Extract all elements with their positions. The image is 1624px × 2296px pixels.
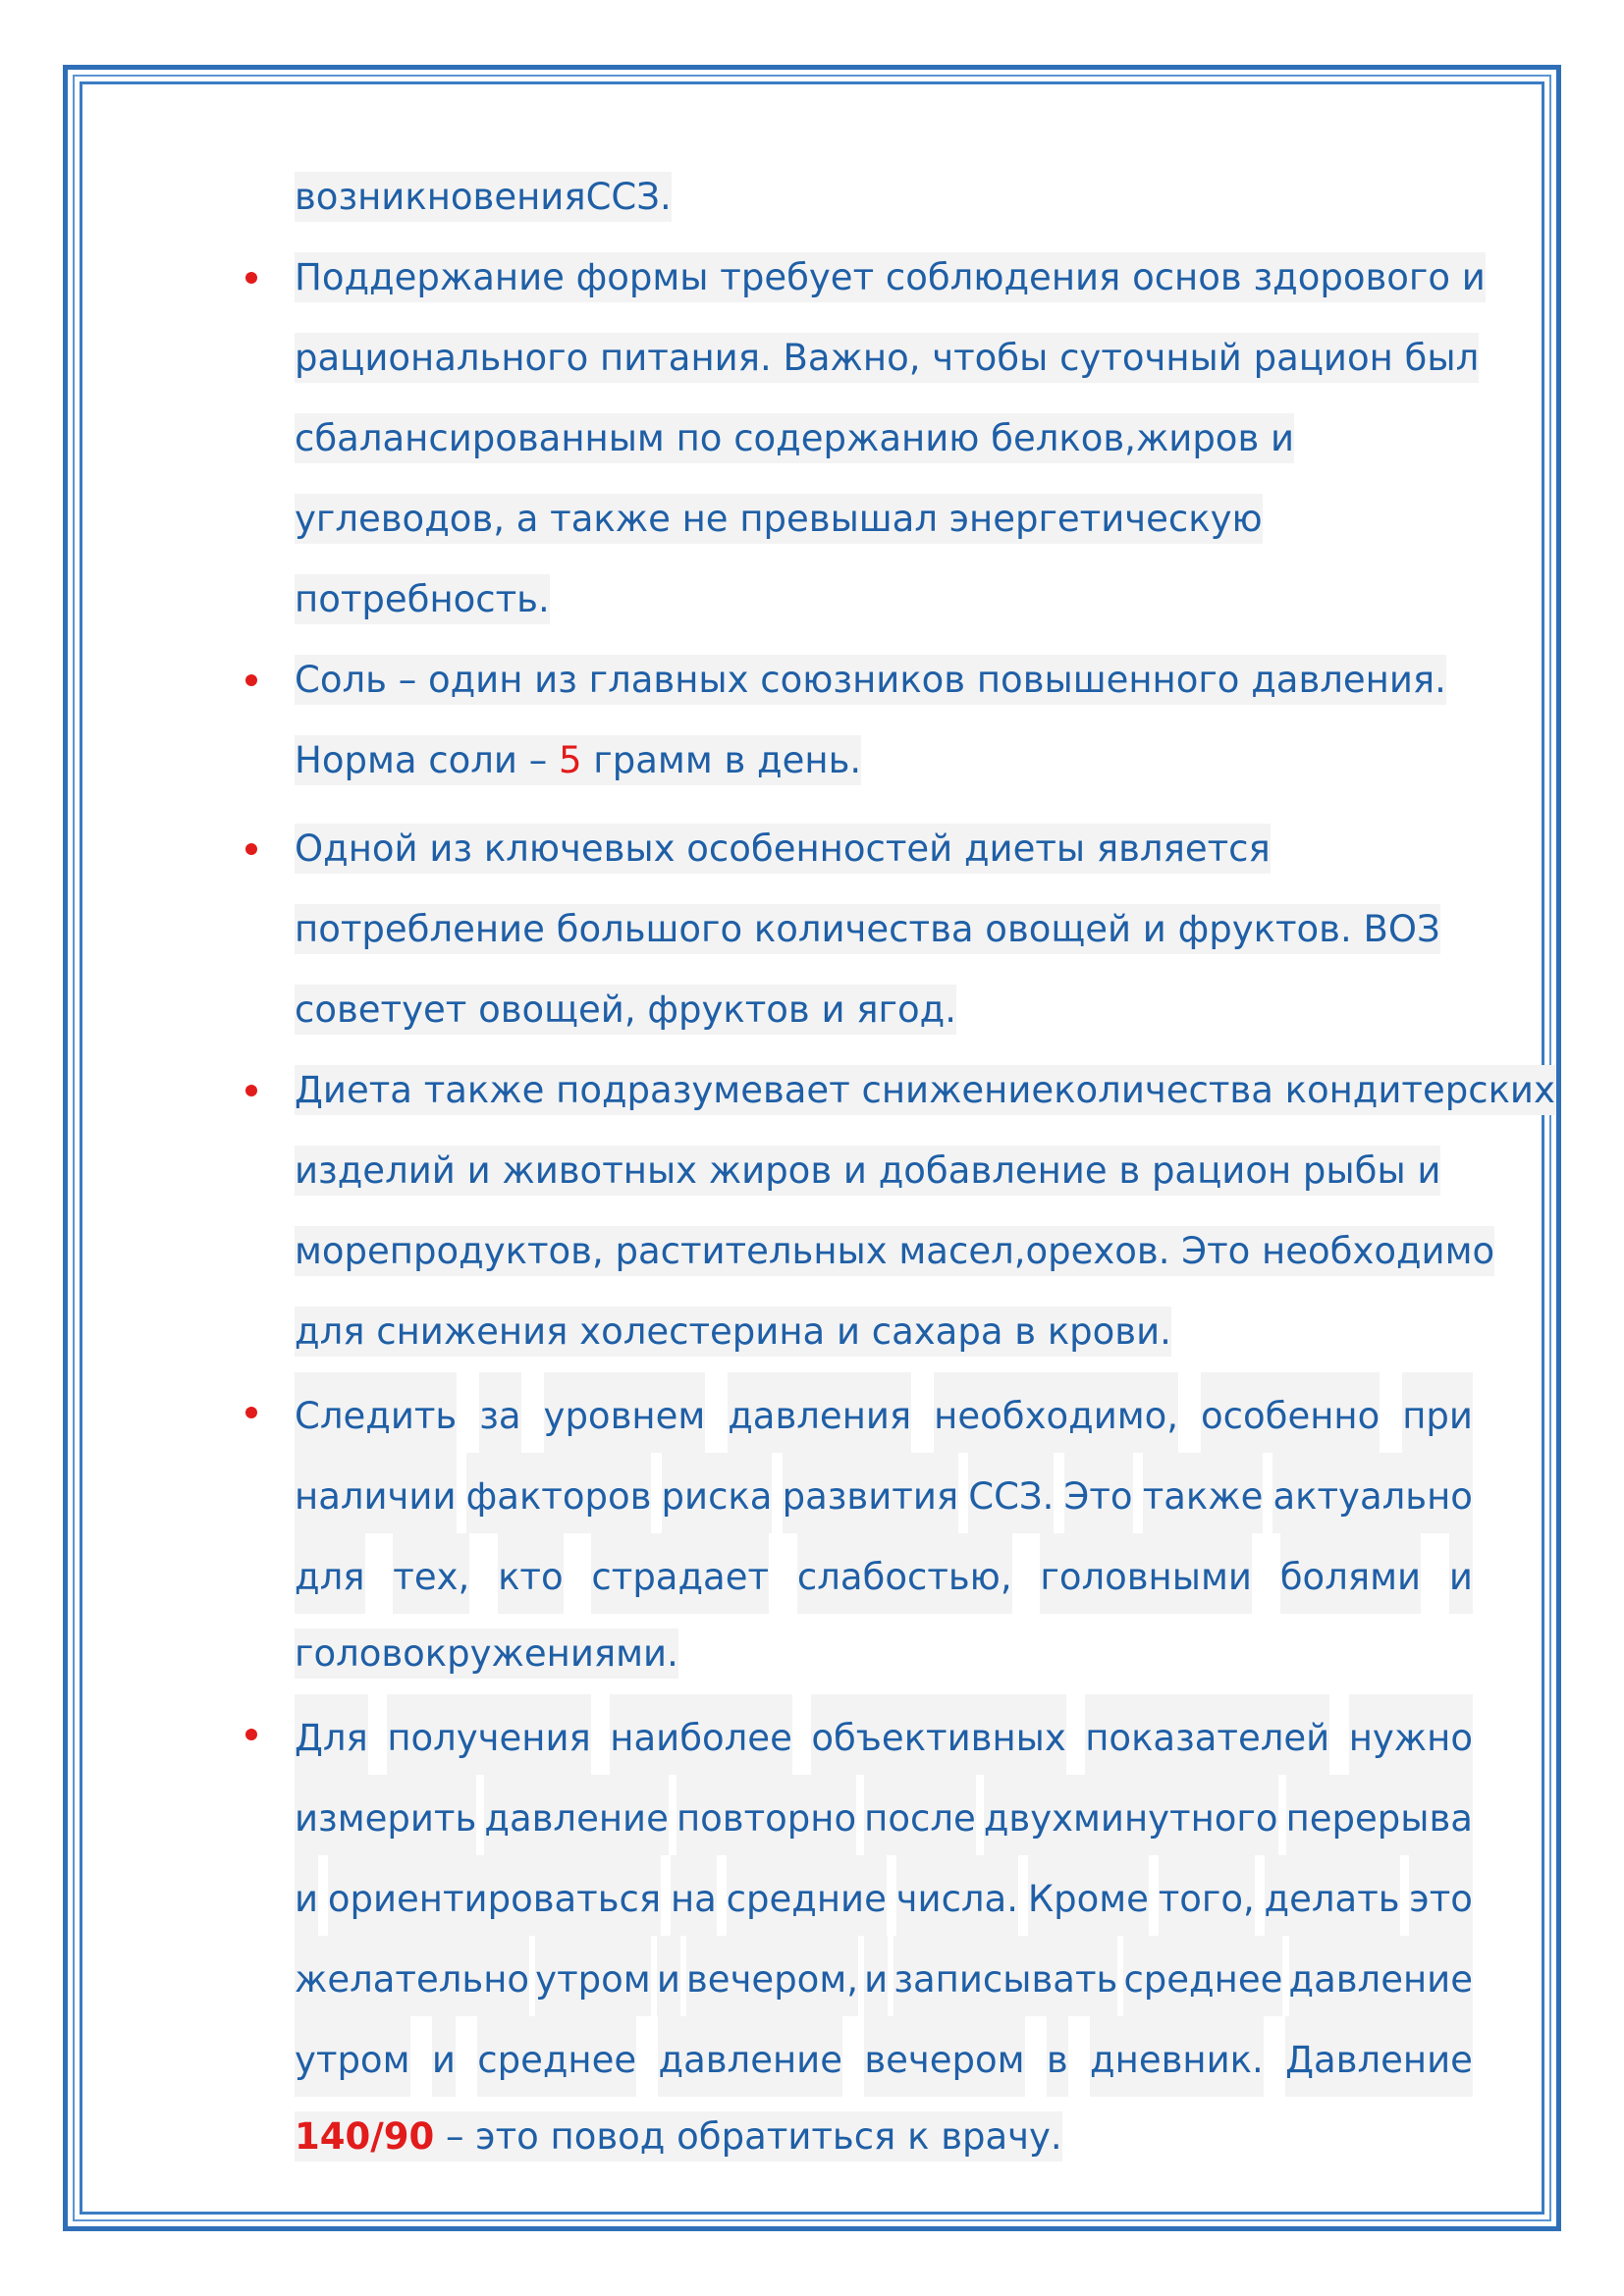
paragraph-text: Поддержание формы требует соблюдения основ здорового и	[295, 252, 1486, 302]
text-line	[295, 1614, 1473, 1694]
word: в	[1047, 2016, 1068, 2097]
word: объективных	[811, 1694, 1065, 1775]
paragraph-text: советует овощей, фруктов и ягод.	[295, 985, 956, 1035]
word: среднее	[1123, 1936, 1282, 2016]
word: Кроме	[1028, 1855, 1149, 1936]
bullet-icon	[245, 843, 257, 855]
word: давление	[1289, 1936, 1473, 2016]
text-line	[295, 640, 1473, 721]
word: среднее	[477, 2016, 636, 2097]
paragraph-text: рационального питания. Важно, чтобы суточный рацион был	[295, 333, 1479, 383]
word: утром	[535, 1936, 651, 2016]
word: и	[432, 2016, 456, 2097]
list-item	[295, 1694, 1473, 2177]
text-line	[295, 970, 1473, 1050]
word: того,	[1159, 1855, 1255, 1936]
bullet-icon	[245, 1729, 257, 1740]
word: и	[864, 1936, 888, 2016]
paragraph-text: углеводов, а также не превышал энергетическую	[295, 494, 1263, 544]
text-line	[295, 1292, 1473, 1372]
paragraph-text: изделий и животных жиров и добавление в рацион рыбы и	[295, 1146, 1440, 1196]
word: получения	[387, 1694, 591, 1775]
word: Это	[1064, 1453, 1133, 1533]
text-line	[295, 399, 1473, 479]
pressure-text	[295, 2111, 1062, 2162]
salt-norm-text	[295, 735, 861, 785]
word: давления	[728, 1372, 911, 1453]
word: для	[295, 1533, 365, 1614]
word: головными	[1040, 1533, 1252, 1614]
list-item	[295, 1050, 1555, 1372]
bullet-icon	[245, 1407, 257, 1418]
word: желательно	[295, 1936, 529, 2016]
paragraph-text: Одной из ключевых особенностей диеты является	[295, 824, 1271, 874]
word: Следить	[295, 1372, 457, 1453]
bullet-icon	[245, 272, 257, 284]
word: наличии	[295, 1453, 457, 1533]
pressure-suffix: – это повод обратиться к врачу.	[434, 2115, 1062, 2158]
word: на	[671, 1855, 717, 1936]
word: кто	[498, 1533, 564, 1614]
word: утром	[295, 2016, 410, 2097]
paragraph-text: головокружениями.	[295, 1629, 678, 1679]
word: средние	[727, 1855, 887, 1936]
justified-line	[295, 1453, 1473, 1533]
word: давление	[658, 2016, 841, 2097]
word: страдает	[591, 1533, 769, 1614]
text-line	[295, 479, 1473, 560]
word: и	[657, 1936, 680, 2016]
pressure-number: 140/90	[295, 2115, 435, 2158]
paragraph-text: потребление большого количества овощей и фруктов. ВОЗ	[295, 904, 1440, 954]
text-line	[295, 318, 1480, 399]
text-line	[295, 238, 1486, 318]
word: показателей	[1085, 1694, 1329, 1775]
word: тех,	[393, 1533, 469, 1614]
text-line	[295, 2097, 1473, 2177]
bullet-icon	[245, 674, 257, 686]
paragraph-text: возникновенияССЗ.	[295, 172, 672, 222]
paragraph-text: Диета также подразумевает снижениеколичества кондитерских	[295, 1065, 1555, 1115]
justified-line	[295, 1775, 1473, 1855]
word: повторно	[677, 1775, 856, 1855]
bullet-icon	[245, 1085, 257, 1096]
justified-line	[295, 1694, 1473, 1775]
word: актуально	[1272, 1453, 1472, 1533]
word: наиболее	[610, 1694, 792, 1775]
word: вечером	[864, 2016, 1024, 2097]
word: при	[1402, 1372, 1473, 1453]
word: также	[1143, 1453, 1264, 1533]
word: необходимо,	[934, 1372, 1178, 1453]
text-line	[295, 721, 1473, 801]
paragraph-text: сбалансированным по содержанию белков,жиров и	[295, 413, 1294, 463]
salt-norm-prefix: Норма соли –	[295, 739, 559, 781]
word: болями	[1280, 1533, 1421, 1614]
list-item	[295, 809, 1473, 1050]
text-line	[295, 1050, 1555, 1131]
word: измерить	[295, 1775, 476, 1855]
text-line	[295, 1211, 1495, 1292]
word: ориентироваться	[328, 1855, 661, 1936]
justified-line	[295, 1372, 1473, 1453]
justified-line	[295, 1533, 1473, 1614]
word: и	[1449, 1533, 1473, 1614]
salt-norm-number: 5	[559, 739, 582, 781]
word: уровнем	[544, 1372, 706, 1453]
word: после	[864, 1775, 976, 1855]
list-item	[295, 1372, 1473, 1694]
paragraph-text: для снижения холестерина и сахара в крови.	[295, 1307, 1171, 1357]
word: особенно	[1201, 1372, 1380, 1453]
text-line	[295, 809, 1473, 889]
word: риска	[662, 1453, 773, 1533]
justified-line	[295, 2016, 1473, 2097]
word: слабостью,	[797, 1533, 1012, 1614]
word: нужно	[1349, 1694, 1473, 1775]
word: давление	[484, 1775, 668, 1855]
text-line	[295, 157, 1473, 238]
word: двухминутного	[984, 1775, 1278, 1855]
salt-norm-suffix: грамм в день.	[581, 739, 862, 781]
word: перерыва	[1286, 1775, 1473, 1855]
word: это	[1409, 1855, 1473, 1936]
list-item	[295, 238, 1486, 640]
list-item	[295, 640, 1473, 801]
document-body	[295, 157, 1555, 2177]
text-line	[295, 889, 1473, 970]
word: записывать	[893, 1936, 1117, 2016]
word: делать	[1265, 1855, 1400, 1936]
word: числа.	[896, 1855, 1018, 1936]
paragraph-text: потребность.	[295, 574, 550, 624]
word: вечером,	[686, 1936, 858, 2016]
justified-line	[295, 1855, 1473, 1936]
word: Для	[295, 1694, 368, 1775]
word: ССЗ.	[968, 1453, 1054, 1533]
word: факторов	[466, 1453, 652, 1533]
word: и	[295, 1855, 318, 1936]
text-line	[295, 560, 1473, 640]
text-line	[295, 1131, 1473, 1211]
word: дневник.	[1090, 2016, 1264, 2097]
word: за	[479, 1372, 520, 1453]
paragraph-text: Соль – один из главных союзников повышенного давления.	[295, 655, 1446, 705]
word: развития	[783, 1453, 959, 1533]
word: Давление	[1285, 2016, 1473, 2097]
paragraph-text: морепродуктов, растительных масел,орехов. Это необходимо	[295, 1226, 1494, 1276]
justified-line	[295, 1936, 1473, 2016]
